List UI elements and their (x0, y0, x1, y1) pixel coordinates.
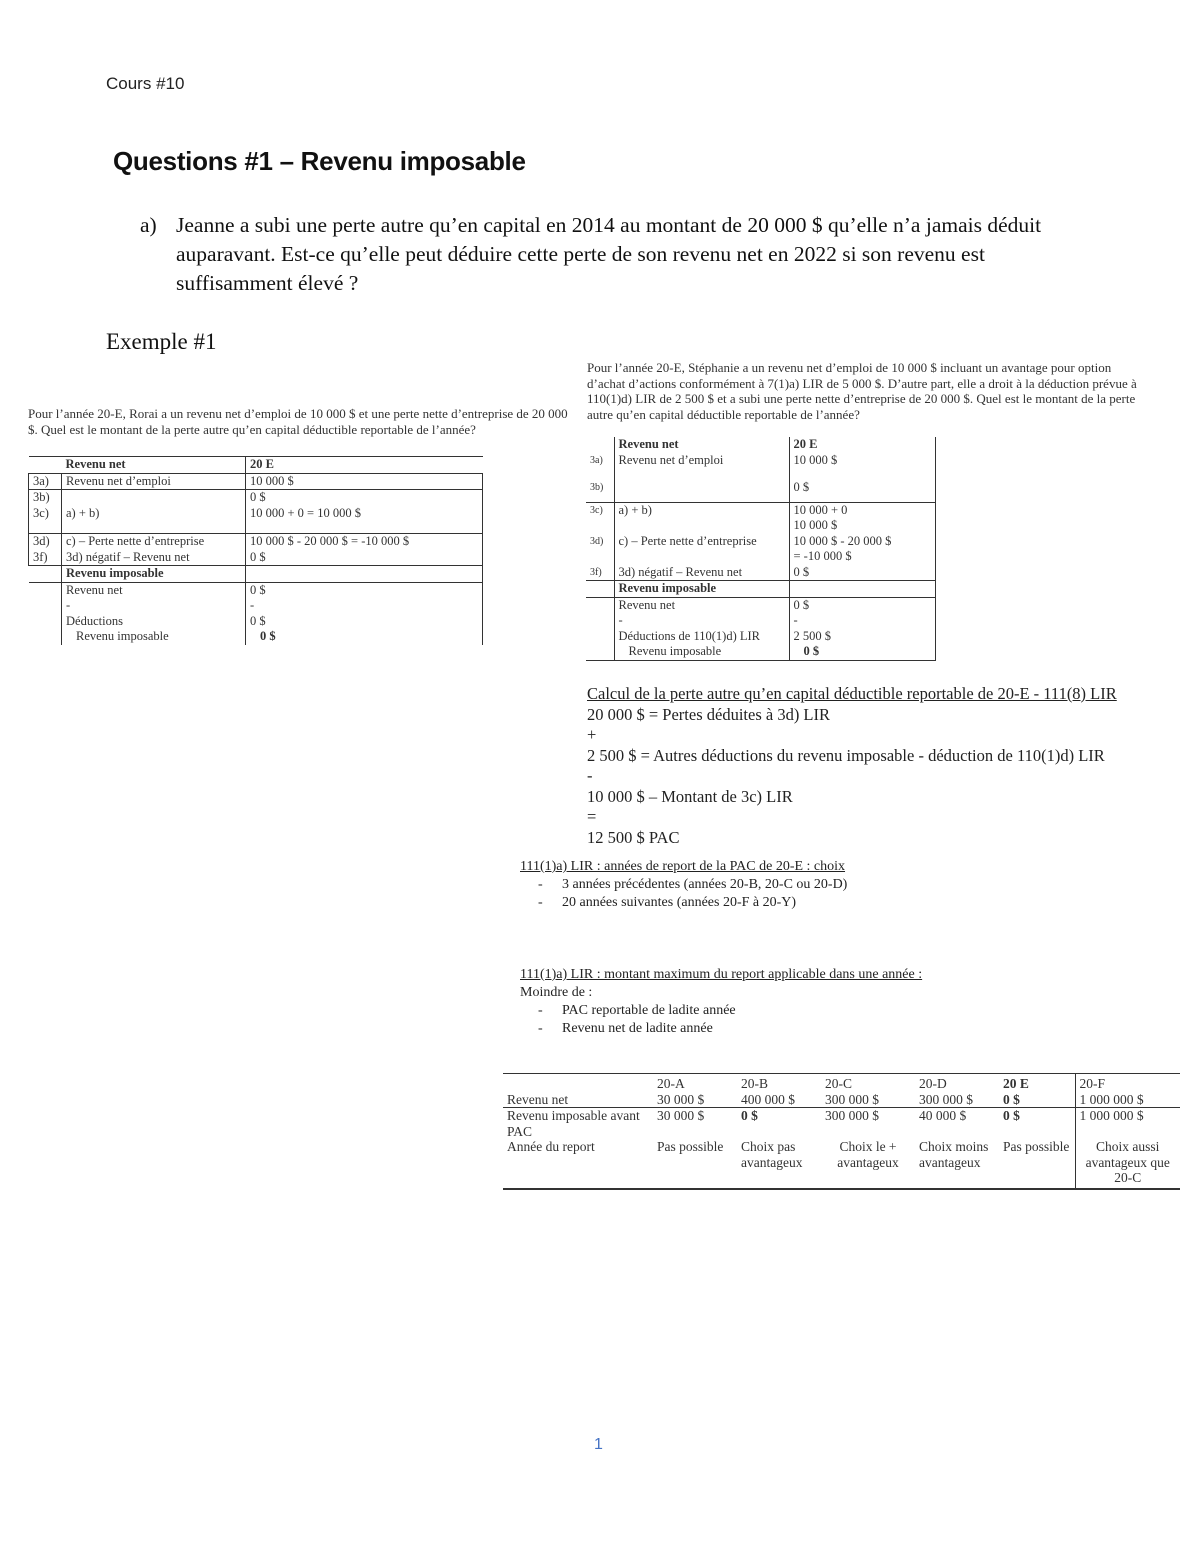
left-imp-value: 0 $ (246, 582, 483, 598)
year-header: 20-D (919, 1076, 947, 1091)
cell: 0 $ (1003, 1091, 1020, 1107)
left-imp-label: Revenu imposable (62, 629, 246, 645)
left-row-value: 0 $ (246, 490, 483, 506)
year-header: 20-F (1075, 1074, 1180, 1092)
left-row-code: 3f) (29, 550, 62, 566)
example-title: Exemple #1 (106, 329, 217, 354)
left-row-code: 3c) (29, 506, 62, 534)
left-row-code: 3d) (29, 534, 62, 550)
right-example-intro: Pour l’année 20-E, Stéphanie a un revenu net d’emploi de 10 000 $ incluant un avantage pour option d’achat d’actions conformément à 7(1)a) LIR de 5 000 $. D’autre part, elle a droit à la déduction prévue à 110(1)d) LIR de 2 500 $ et a subi une perte nette d’entreprise de 20 000 $. Quel est le montant de la perte autre qu’en capital déductible reportable de l’année? (587, 360, 1137, 422)
right-row-value: 0 $ (789, 480, 936, 502)
cell: 300 000 $ (825, 1091, 879, 1107)
cell: Choix aussi avantageux que 20-C (1075, 1139, 1180, 1189)
section-title: Questions #1 – Revenu imposable (113, 146, 526, 176)
cell: 40 000 $ (919, 1108, 967, 1123)
right-row-code: 3c) (590, 504, 603, 516)
cell: 300 000 $ (919, 1091, 973, 1107)
left-row-label: Revenu net d’emploi (62, 473, 246, 490)
list-item: - PAC reportable de ladite année (538, 1003, 736, 1018)
cell: 30 000 $ (657, 1091, 705, 1107)
right-row-code: 3b) (590, 482, 604, 493)
left-head-col2: 20 E (250, 457, 274, 471)
left-row-value: 10 000 + 0 = 10 000 $ (246, 506, 483, 534)
calc-line: 20 000 $ = Pertes déduites à 3d) LIR (587, 704, 831, 724)
cell: Choix pas avantageux (741, 1139, 803, 1170)
cell: 300 000 $ (825, 1108, 879, 1123)
list-item: - Revenu net de ladite année (538, 1021, 713, 1036)
left-imp-value: 0 $ (246, 614, 483, 630)
cell: 400 000 $ (741, 1091, 795, 1107)
max-report-title: 111(1)a) LIR : montant maximum du report applicable dans une année : (520, 967, 923, 982)
question-text: Jeanne a subi une perte autre qu’en capital en 2014 au montant de 20 000 $ qu’elle n’a jamais déduit auparavant. Est-ce qu’elle peut déduire cette perte de son revenu net en 2022 si son revenu est suffisamment élevé ? (176, 213, 1042, 295)
left-row-value: 10 000 $ (246, 473, 483, 490)
report-years-title: 111(1)a) LIR : années de report de la PAC de 20-E : choix (520, 859, 846, 874)
year-header: 20-C (825, 1076, 852, 1091)
calc-line: 12 500 $ PAC (587, 827, 680, 847)
right-row-label (614, 480, 789, 502)
left-imp-label: - (62, 598, 246, 614)
left-imp-label: Revenu net (62, 582, 246, 598)
calc-block (587, 684, 1187, 848)
list-item: - 20 années suivantes (années 20-F à 20-Y) (538, 895, 797, 910)
list-item-text: PAC reportable de ladite année (562, 1003, 736, 1018)
left-imp-value: 0 $ (246, 629, 483, 645)
left-imposable-head: Revenu imposable (62, 566, 246, 583)
right-imposable-head: Revenu imposable (614, 581, 789, 598)
right-row-value: 10 000 + 0 10 000 $ (789, 502, 936, 534)
left-row-label: c) – Perte nette d’entreprise (62, 534, 246, 550)
right-head-col2: 20 E (789, 437, 936, 453)
right-imp-value: - (789, 613, 936, 629)
right-row-value: 10 000 $ (789, 453, 936, 481)
left-row-value: 0 $ (246, 550, 483, 566)
right-imp-value: 0 $ (789, 644, 936, 660)
cell: 1 000 000 $ (1075, 1092, 1180, 1108)
calc-line: + (587, 725, 597, 744)
cell: Pas possible (657, 1139, 724, 1154)
right-imp-label: Revenu net (614, 597, 789, 613)
right-row-label: a) + b) (614, 502, 789, 534)
left-row-label: a) + b) (62, 506, 246, 534)
list-item-text: 20 années suivantes (années 20-F à 20-Y) (562, 895, 797, 910)
right-row-code: 3f) (590, 566, 602, 578)
max-report-block (520, 966, 1120, 1038)
row-label: Année du report (507, 1139, 595, 1154)
right-row-code: 3d) (590, 535, 604, 547)
left-row-value: 10 000 $ - 20 000 $ = -10 000 $ (246, 534, 483, 550)
right-row-label: Revenu net d’emploi (614, 453, 789, 481)
left-row-code: 3a) (29, 473, 62, 490)
left-row-code: 3b) (29, 490, 62, 506)
right-row-label: 3d) négatif – Revenu net (614, 565, 789, 581)
right-row-value: 0 $ (789, 565, 936, 581)
cell: 1 000 000 $ (1075, 1108, 1180, 1140)
row-label: Revenu imposable avant PAC (507, 1108, 640, 1139)
left-row-label (62, 490, 246, 506)
question-label: a) (140, 213, 157, 237)
left-row-label: 3d) négatif – Revenu net (62, 550, 246, 566)
calc-line: 2 500 $ = Autres déductions du revenu imposable - déduction de 110(1)d) LIR (587, 745, 1105, 765)
right-imp-label: Déductions de 110(1)d) LIR (614, 629, 789, 645)
list-item-text: 3 années précédentes (années 20-B, 20-C ou 20-D) (562, 877, 848, 892)
right-row-label: c) – Perte nette d’entreprise (614, 534, 789, 565)
right-imp-value: 0 $ (789, 597, 936, 613)
calc-line: - (587, 766, 593, 785)
left-example-intro: Pour l’année 20-E, Rorai a un revenu net d’emploi de 10 000 $ et une perte nette d’entreprise de 20 000 $. Quel est le montant de la perte autre qu’en capital déductible reportable de l’année? (28, 406, 568, 437)
year-header: 20-B (741, 1076, 768, 1091)
cell: 0 $ (1003, 1108, 1020, 1123)
left-imp-label: Déductions (62, 614, 246, 630)
cell: Pas possible (1003, 1139, 1070, 1154)
course-header: Cours #10 (106, 74, 185, 93)
calc-line: = (587, 807, 597, 826)
cell: Choix moins avantageux (919, 1139, 989, 1170)
right-example-table (586, 437, 936, 661)
left-imp-value: - (246, 598, 483, 614)
calc-title: Calcul de la perte autre qu’en capital déductible reportable de 20-E - 111(8) LIR (587, 684, 1117, 703)
row-label: Revenu net (507, 1091, 569, 1107)
page-number: 1 (594, 1436, 603, 1453)
left-head-col1: Revenu net (62, 457, 246, 474)
report-years-block (520, 858, 1120, 912)
year-header: 20 E (1003, 1076, 1029, 1091)
right-imp-label: - (614, 613, 789, 629)
cell: 0 $ (741, 1108, 758, 1123)
max-report-subtitle: Moindre de : (520, 985, 593, 1000)
list-item: - 3 années précédentes (années 20-B, 20-C ou 20-D) (538, 877, 848, 892)
right-imp-value: 2 500 $ (789, 629, 936, 645)
right-row-value: 10 000 $ - 20 000 $ = -10 000 $ (789, 534, 936, 565)
question-a (140, 211, 1080, 298)
cell: Choix le + avantageux (837, 1139, 899, 1170)
year-header: 20-A (657, 1076, 685, 1091)
right-imp-label: Revenu imposable (614, 644, 789, 660)
right-row-code: 3a) (590, 454, 603, 466)
cell: 30 000 $ (657, 1108, 705, 1123)
list-item-text: Revenu net de ladite année (562, 1021, 713, 1036)
calc-line: 10 000 $ – Montant de 3c) LIR (587, 786, 793, 806)
left-example-table (28, 456, 483, 645)
right-head-col1: Revenu net (614, 437, 789, 453)
report-table (503, 1073, 1180, 1190)
